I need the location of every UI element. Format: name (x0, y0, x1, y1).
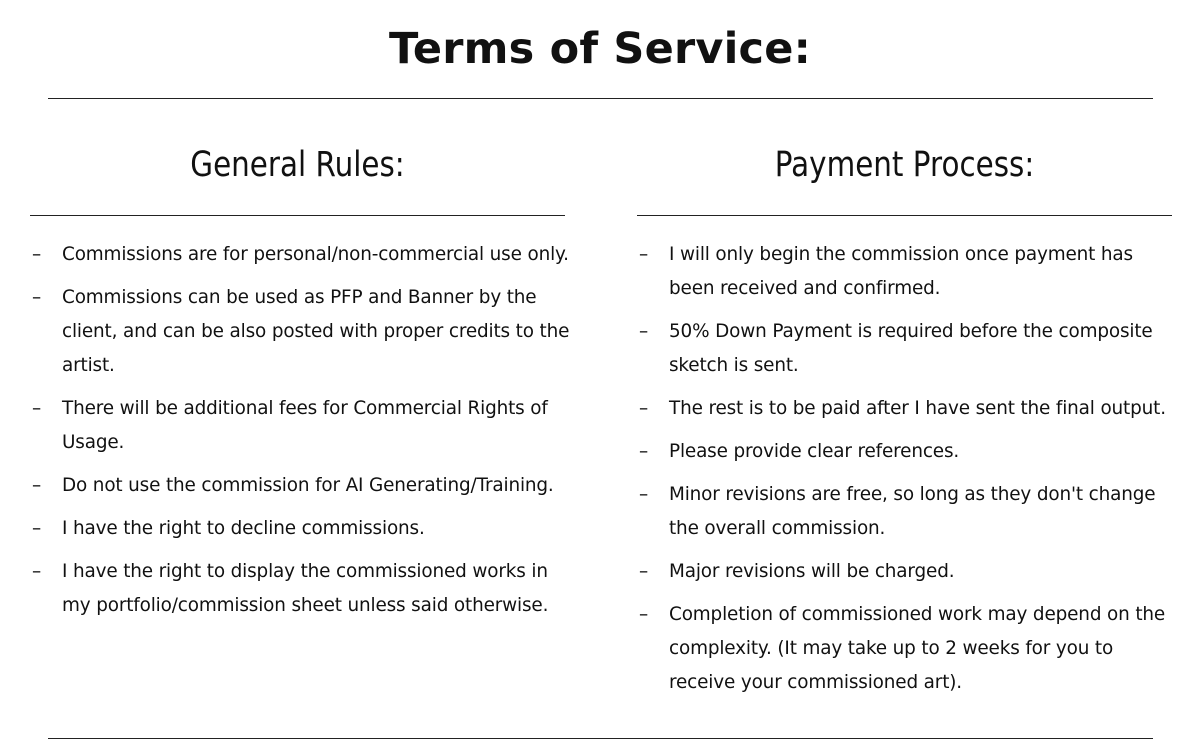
dash-bullet: – (32, 475, 42, 496)
list-item-text: Minor revisions are free, so long as they don't change the overall commission. (669, 484, 1156, 539)
dash-bullet: – (32, 518, 42, 539)
page-title: Terms of Service: (389, 24, 811, 74)
list-item (637, 238, 1182, 306)
dash-bullet: – (32, 244, 42, 265)
list-item (30, 238, 570, 272)
dash-bullet: – (639, 604, 649, 625)
list-item-text: I have the right to decline commissions. (62, 518, 425, 539)
dash-bullet: – (639, 484, 649, 505)
list-item-text: The rest is to be paid after I have sent the final output. (669, 398, 1166, 419)
dash-bullet: – (639, 441, 649, 462)
list-item (637, 435, 1182, 469)
list-item-text: Commissions are for personal/non-commercial use only. (62, 244, 569, 265)
list-item (637, 315, 1182, 383)
list-item (30, 512, 570, 546)
list-item (30, 469, 570, 503)
dash-bullet: – (639, 398, 649, 419)
list-item-text: Major revisions will be charged. (669, 561, 955, 582)
bottom-divider (48, 738, 1153, 739)
list-item-text: Do not use the commission for AI Generating/Training. (62, 475, 554, 496)
general-rules-heading: General Rules: (190, 145, 405, 185)
list-item-text: I have the right to display the commissioned works in my portfolio/commission sheet unless said otherwise. (62, 561, 549, 616)
dash-bullet: – (639, 321, 649, 342)
list-item-text: Please provide clear references. (669, 441, 960, 462)
list-item (30, 392, 570, 460)
list-item (637, 478, 1182, 546)
general-rules-list (30, 238, 570, 632)
payment-process-list (637, 238, 1182, 709)
list-item-text: There will be additional fees for Commercial Rights of Usage. (62, 398, 548, 453)
list-item (637, 392, 1182, 426)
list-item-text: 50% Down Payment is required before the composite sketch is sent. (669, 321, 1153, 376)
general-rules-divider (30, 215, 565, 216)
list-item (637, 555, 1182, 589)
list-item (30, 281, 570, 383)
title-divider (48, 98, 1153, 99)
dash-bullet: – (639, 244, 649, 265)
payment-process-divider (637, 215, 1172, 216)
list-item-text: Commissions can be used as PFP and Banner by the client, and can be also posted with proper credits to the artist. (62, 287, 570, 376)
dash-bullet: – (32, 398, 42, 419)
payment-process-heading: Payment Process: (774, 145, 1035, 185)
dash-bullet: – (639, 561, 649, 582)
dash-bullet: – (32, 561, 42, 582)
dash-bullet: – (32, 287, 42, 308)
list-item-text: I will only begin the commission once payment has been received and confirmed. (669, 244, 1133, 299)
list-item (637, 598, 1182, 700)
list-item-text: Completion of commissioned work may depend on the complexity. (It may take up to 2 weeks for you to receive your commissioned art). (669, 604, 1166, 693)
list-item (30, 555, 570, 623)
